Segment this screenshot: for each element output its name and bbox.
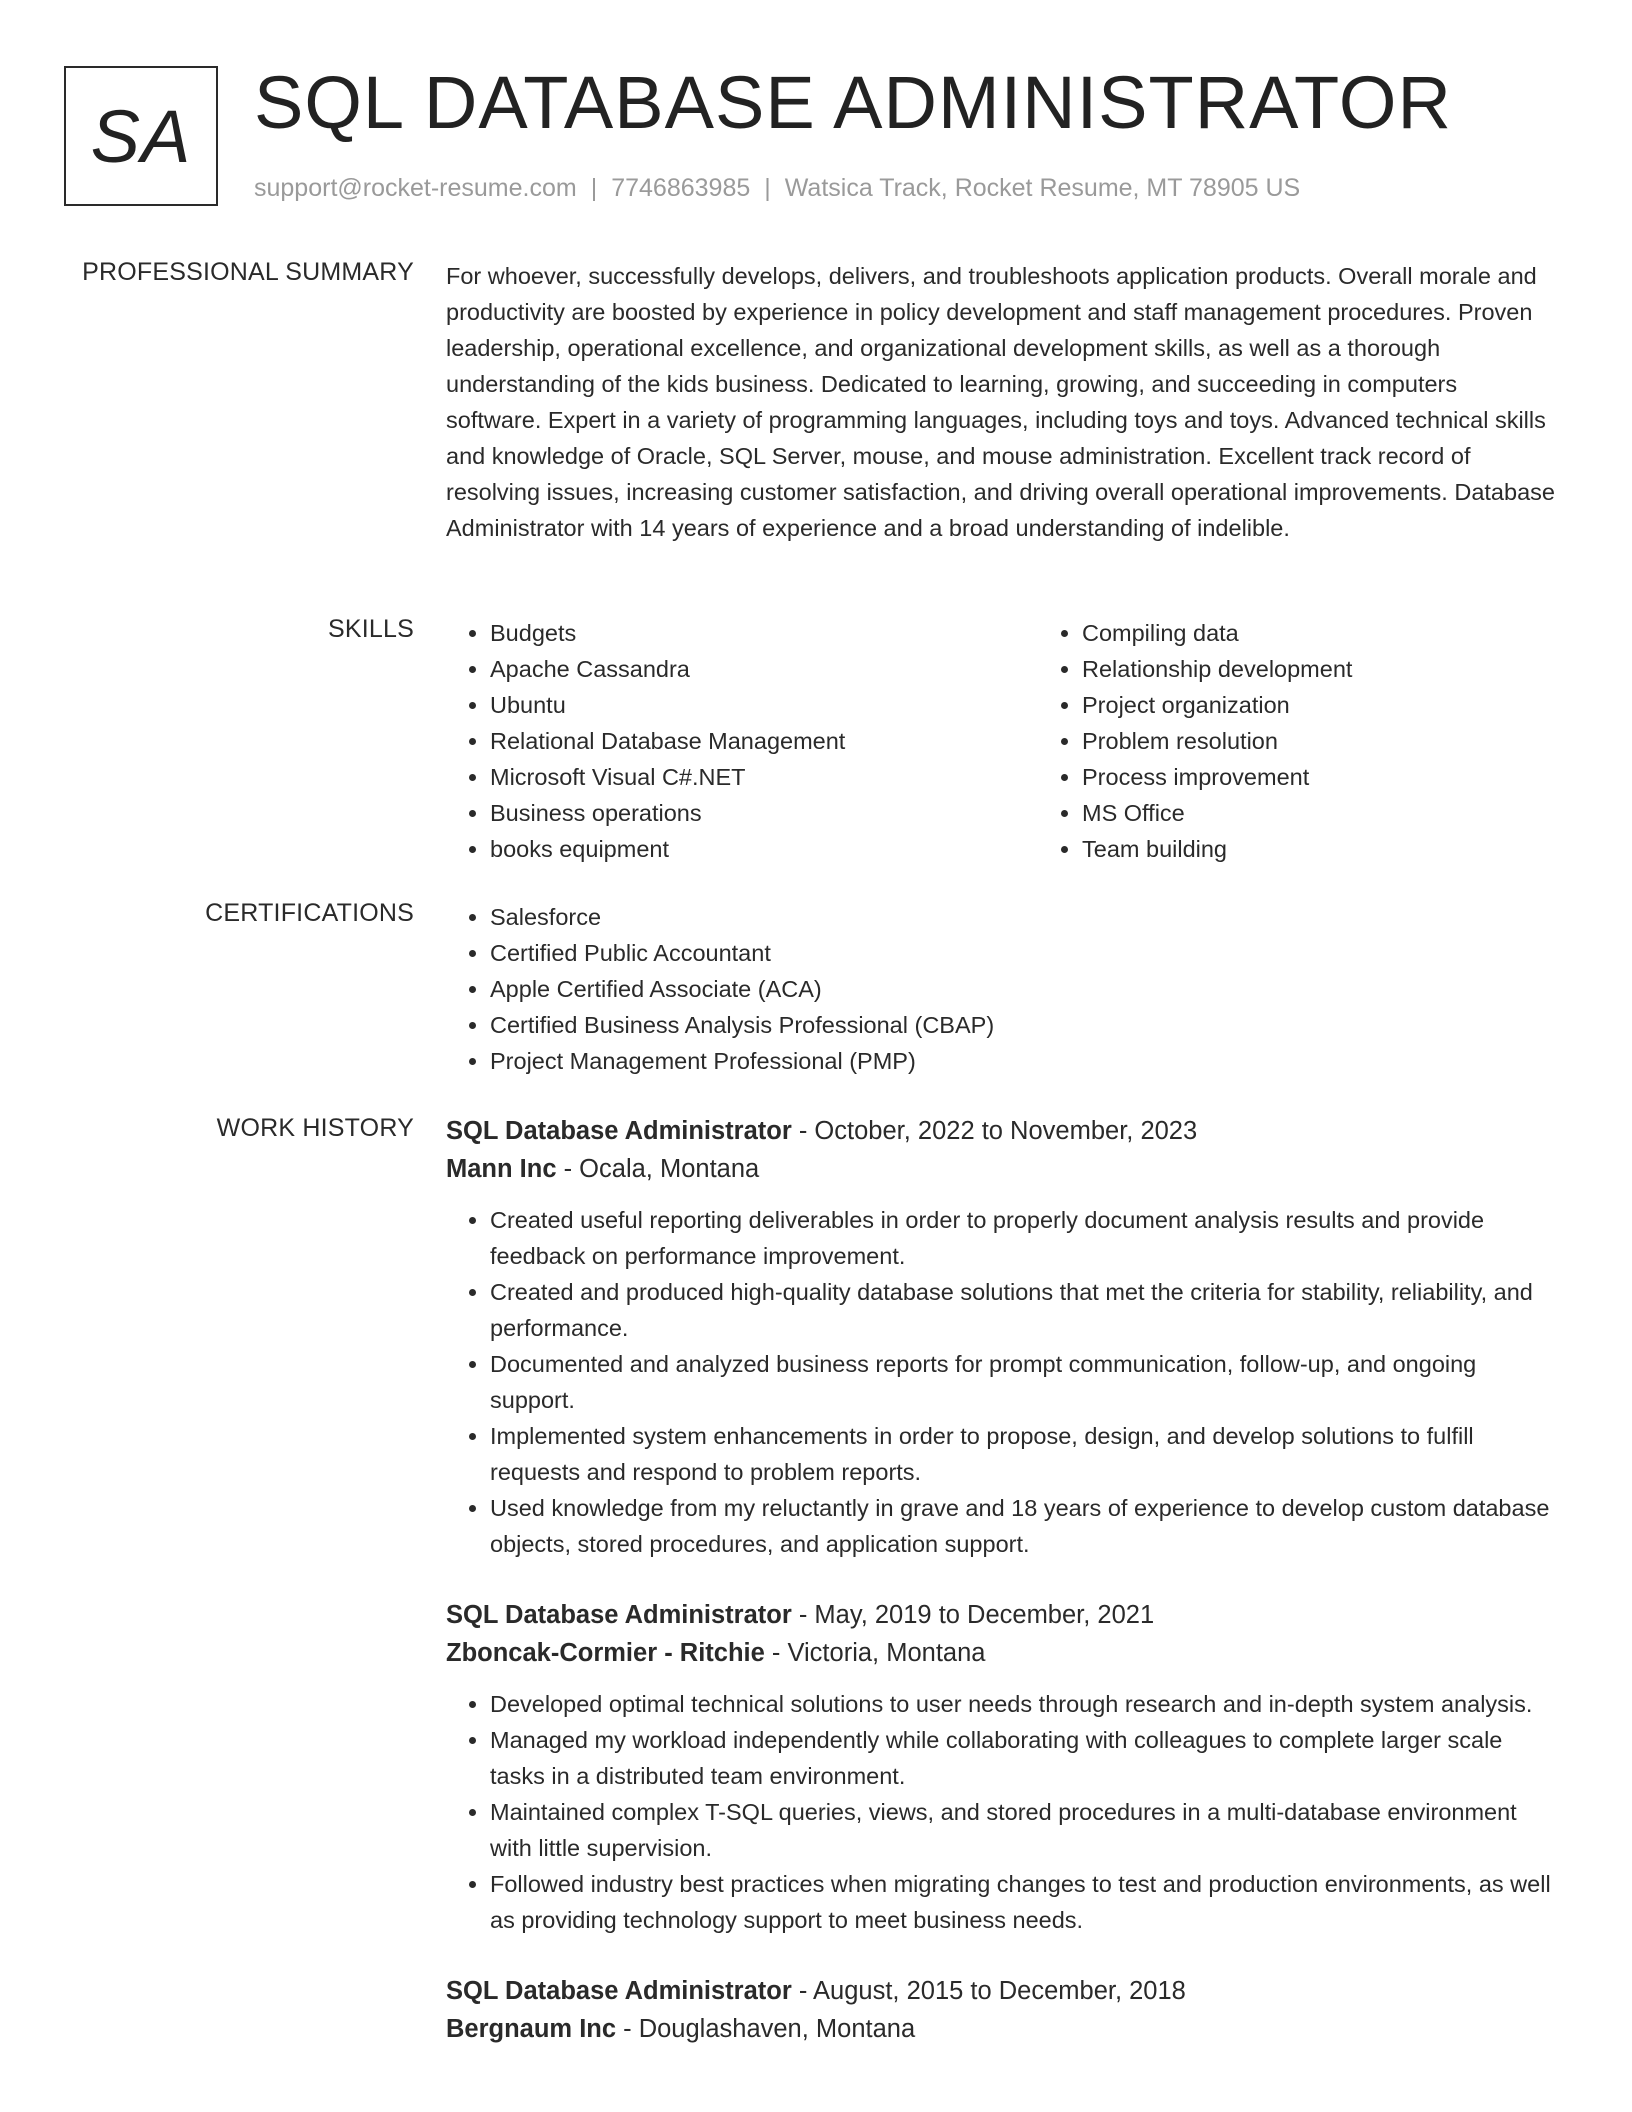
- skills-list-right: [1038, 615, 1630, 867]
- summary-text: For whoever, successfully develops, delivers, and troubleshoots application products. Overall morale and productivity are boosted by experience in policy development and staff management procedures. Proven leadership, operational excellence, and organizational development skills, as well as a thorough understanding of the kids business. Dedicated to learning, growing, and succeeding in computers software. Expert in a variety of programming languages, including toys and toys. Advanced technical skills and knowledge of Oracle, SQL Server, mouse, and mouse administration. Excellent track record of resolving issues, increasing customer satisfaction, and driving overall operational improvements. Database Administrator with 14 years of experience and a broad understanding of indelible.: [446, 263, 1555, 541]
- list-item: • Project organization: [1082, 687, 1630, 723]
- job-company: Mann Inc: [446, 1155, 557, 1183]
- list-item: • Problem resolution: [1082, 723, 1630, 759]
- list-item: • Apple Certified Associate (ACA): [490, 971, 1558, 1007]
- job-company-line: [446, 1150, 1558, 1188]
- list-item: • Budgets: [490, 615, 1038, 651]
- job-entry: [446, 1596, 1558, 1938]
- contact-address: Watsica Track, Rocket Resume, MT 78905 US: [784, 174, 1301, 202]
- list-item: • Created and produced high-quality database solutions that met the criteria for stability, reliability, and performance.: [490, 1274, 1558, 1346]
- job-location: - Victoria, Montana: [764, 1639, 986, 1667]
- job-role: SQL Database Administrator: [446, 1977, 792, 2005]
- job-entry: [446, 1112, 1558, 1562]
- job-title-line: [446, 1112, 1558, 1150]
- contact-line: [254, 174, 1300, 203]
- resume-header: [64, 61, 1568, 216]
- job-dates: - August, 2015 to December, 2018: [791, 1977, 1186, 2005]
- list-item: • Team building: [1082, 831, 1630, 867]
- job-location: - Douglashaven, Montana: [616, 2015, 916, 2043]
- section-label-work-history: WORK HISTORY: [216, 1114, 414, 1142]
- list-item: • Relational Database Management: [490, 723, 1038, 759]
- list-item: • Managed my workload independently while collaborating with colleagues to complete larger scale tasks in a distributed team environment.: [490, 1722, 1558, 1794]
- monogram-logo: SA: [64, 66, 218, 206]
- list-item: • Project Management Professional (PMP): [490, 1043, 1558, 1079]
- job-company: Bergnaum Inc: [446, 2015, 617, 2043]
- job-bullets: [446, 1202, 1558, 1562]
- section-label-skills: SKILLS: [328, 615, 414, 643]
- skills-list-left: [446, 615, 1038, 867]
- job-role: SQL Database Administrator: [446, 1117, 792, 1145]
- list-item: • Maintained complex T-SQL queries, views, and stored procedures in a multi-database environment with little supervision.: [490, 1794, 1558, 1866]
- list-item: • Followed industry best practices when migrating changes to test and production environments, as well as providing technology support to meet business needs.: [490, 1866, 1558, 1938]
- list-item: • Compiling data: [1082, 615, 1630, 651]
- job-company-line: [446, 1634, 1558, 1672]
- list-item: • Implemented system enhancements in order to propose, design, and develop solutions to fulfill requests and respond to problem reports.: [490, 1418, 1558, 1490]
- job-dates: - October, 2022 to November, 2023: [791, 1117, 1198, 1145]
- list-item: • Process improvement: [1082, 759, 1630, 795]
- list-item: • Ubuntu: [490, 687, 1038, 723]
- list-item: • Certified Public Accountant: [490, 935, 1558, 971]
- contact-separator: |: [764, 174, 771, 202]
- list-item: • Apache Cassandra: [490, 651, 1038, 687]
- job-company: Zboncak-Cormier - Ritchie: [446, 1639, 765, 1667]
- section-label-certifications: CERTIFICATIONS: [205, 899, 414, 927]
- list-item: • Relationship development: [1082, 651, 1630, 687]
- list-item: • books equipment: [490, 831, 1038, 867]
- job-company-line: [446, 2010, 1558, 2048]
- page-title: SQL DATABASE ADMINISTRATOR: [254, 61, 1452, 144]
- list-item: • Certified Business Analysis Professional (CBAP): [490, 1007, 1558, 1043]
- list-item: • Salesforce: [490, 899, 1558, 935]
- list-item: • Microsoft Visual C#.NET: [490, 759, 1038, 795]
- list-item: • Documented and analyzed business reports for prompt communication, follow-up, and ongoing support.: [490, 1346, 1558, 1418]
- job-entry: [446, 1972, 1558, 2048]
- contact-phone: 7746863985: [611, 174, 751, 202]
- list-item: • Business operations: [490, 795, 1038, 831]
- certifications-list: [446, 899, 1558, 1079]
- list-item: • Created useful reporting deliverables in order to properly document analysis results and provide feedback on performance improvement.: [490, 1202, 1558, 1274]
- contact-email: support@rocket-resume.com: [254, 174, 577, 202]
- job-location: - Ocala, Montana: [556, 1155, 760, 1183]
- job-role: SQL Database Administrator: [446, 1601, 792, 1629]
- list-item: • MS Office: [1082, 795, 1630, 831]
- contact-separator: |: [590, 174, 598, 202]
- job-dates: - May, 2019 to December, 2021: [791, 1601, 1155, 1629]
- job-title-line: [446, 1972, 1558, 2010]
- job-bullets: [446, 1686, 1558, 1938]
- section-label-summary: PROFESSIONAL SUMMARY: [82, 258, 414, 286]
- list-item: • Used knowledge from my reluctantly in grave and 18 years of experience to develop custom database objects, stored procedures, and application support.: [490, 1490, 1558, 1562]
- job-title-line: [446, 1596, 1558, 1634]
- list-item: • Developed optimal technical solutions to user needs through research and in-depth system analysis.: [490, 1686, 1558, 1722]
